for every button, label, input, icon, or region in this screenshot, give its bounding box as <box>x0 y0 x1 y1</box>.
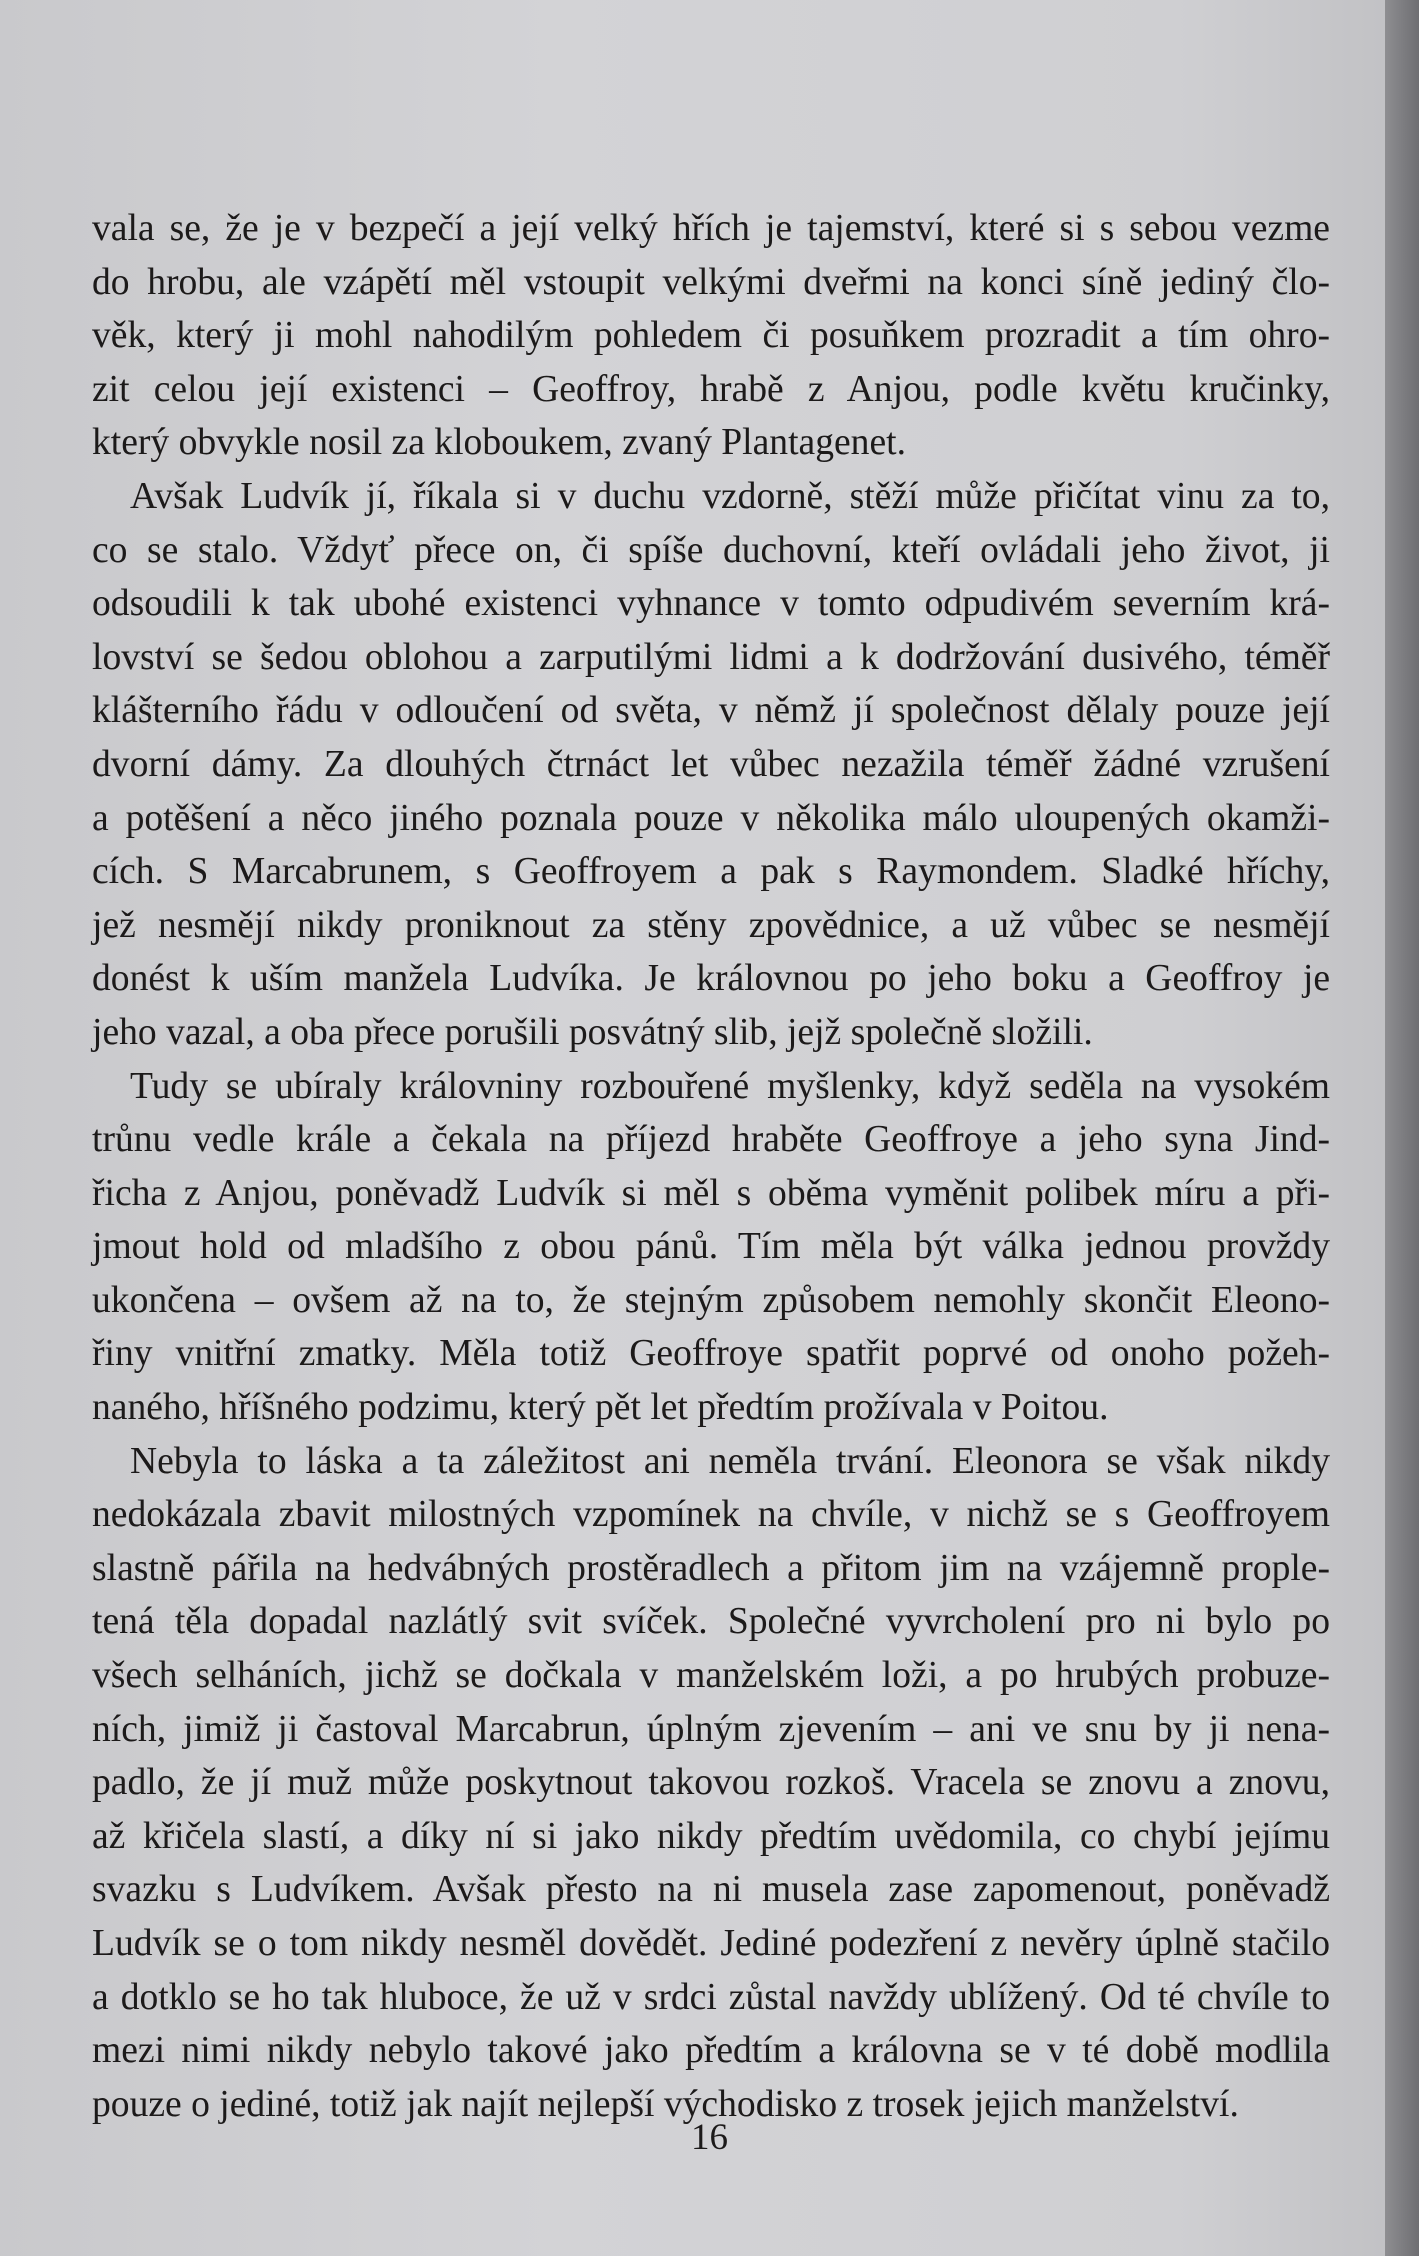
text-line: cích. S Marcabrunem, s Geoffroyem a pak s Raymondem. Sladké hříchy, <box>92 851 1330 893</box>
text-line: Avšak Ludvík jí, říkala si v duchu vzdorně, stěží může přičítat vinu za to, <box>130 475 1330 517</box>
text-line: jeho vazal, a oba přece porušili posvátný slib, jejž společně složili. <box>92 1011 1093 1053</box>
text-line: padlo, že jí muž může poskytnout takovou rozkoš. Vracela se znovu a znovu, <box>92 1762 1330 1804</box>
text-line: zit celou její existenci – Geoffroy, hrabě z Anjou, podle květu kručinky, <box>92 368 1330 410</box>
text-line: klášterního řádu v odloučení od světa, v němž jí společnost dělaly pouze její <box>92 690 1330 732</box>
text-line: pouze o jediné, totiž jak najít nejlepší východisko z trosek jejich manželství. <box>92 2083 1239 2125</box>
text-line: vala se, že je v bezpečí a její velký hřích je tajemství, které si s sebou vezme <box>92 208 1330 249</box>
text-line: trůnu vedle krále a čekala na příjezd hraběte Geoffroye a jeho syna Jind- <box>92 1119 1330 1161</box>
text-line: Tudy se ubíraly královniny rozbouřené myšlenky, když seděla na vysokém <box>130 1065 1330 1107</box>
paragraph <box>92 1060 1330 1435</box>
paragraph <box>92 470 1330 1060</box>
text-line: a dotklo se ho tak hluboce, že už v srdci zůstal navždy ublížený. Od té chvíle to <box>92 1976 1330 2018</box>
text-line: a potěšení a něco jiného poznala pouze v několika málo uloupených okamži- <box>92 797 1330 839</box>
text-line: ukončena – ovšem až na to, že stejným způsobem nemohly skončit Eleono- <box>92 1279 1330 1321</box>
text-line: dvorní dámy. Za dlouhých čtrnáct let vůbec nezažila téměř žádné vzrušení <box>92 743 1330 785</box>
text-line: všech selháních, jichž se dočkala v manželském loži, a po hrubých probuze- <box>92 1655 1330 1697</box>
text-line: donést k uším manžela Ludvíka. Je královnou po jeho boku a Geoffroy je <box>92 958 1330 1000</box>
text-line: který obvykle nosil za kloboukem, zvaný Plantagenet. <box>92 422 906 464</box>
text-line: jmout hold od mladšího z obou pánů. Tím měla být válka jednou provždy <box>92 1226 1330 1268</box>
text-line: nedokázala zbavit milostných vzpomínek na chvíle, v nichž se s Geoffroyem <box>92 1494 1330 1536</box>
text-line: co se stalo. Vždyť přece on, či spíše duchovní, kteří ovládali jeho život, ji <box>92 529 1330 571</box>
text-line: až křičela slastí, a díky ní si jako nikdy předtím uvědomila, co chybí jejímu <box>92 1815 1330 1857</box>
text-line: řicha z Anjou, poněvadž Ludvík si měl s oběma vyměnit polibek míru a při- <box>92 1172 1330 1214</box>
text-line: do hrobu, ale vzápětí měl vstoupit velkými dveřmi na konci síně jediný člo- <box>92 261 1330 303</box>
paragraph <box>92 1435 1330 2132</box>
text-line: věk, který ji mohl nahodilým pohledem či posuňkem prozradit a tím ohro- <box>92 315 1330 357</box>
paragraph <box>92 202 1330 470</box>
text-line: slastně pářila na hedvábných prostěradlech a přitom jim na vzájemně proplе- <box>92 1547 1330 1589</box>
text-line: tená těla dopadal nazlátlý svit svíček. Společné vyvrcholení pro ni bylo po <box>92 1601 1330 1643</box>
text-line: ních, jimiž ji častoval Marcabrun, úplným zjevením – ani ve snu by ji nena- <box>92 1708 1330 1750</box>
text-line: svazku s Ludvíkem. Avšak přesto na ni musela zase zapomenout, poněvadž <box>92 1869 1330 1911</box>
text-line: jež nesmějí nikdy proniknout za stěny zpovědnice, a už vůbec se nesmějí <box>92 904 1330 946</box>
page-number: 16 <box>691 2117 728 2158</box>
text-line: lovství se šedou oblohou a zarputilými lidmi a k dodržování dusivého, téměř <box>92 636 1330 678</box>
text-line: řiny vnitřní zmatky. Měla totiž Geoffroye spatřit poprvé od onoho požeh- <box>92 1333 1330 1375</box>
text-line: Ludvík se o tom nikdy nesměl dovědět. Jediné podezření z nevěry úplně stačilo <box>92 1923 1330 1964</box>
text-line: odsoudili k tak ubohé existenci vyhnance v tomto odpudivém severním krá- <box>92 583 1330 625</box>
page-edge-shadow <box>1385 0 1419 2256</box>
text-line: naného, hříšného podzimu, který pět let předtím prožívala v Poitou. <box>92 1387 1109 1429</box>
text-line: Nebyla to láska a ta záležitost ani neměla trvání. Eleonora se však nikdy <box>130 1440 1330 1482</box>
text-line: mezi nimi nikdy nebylo takové jako předtím a královna se v té době modlila <box>92 2030 1330 2072</box>
body-text <box>92 202 1330 2131</box>
